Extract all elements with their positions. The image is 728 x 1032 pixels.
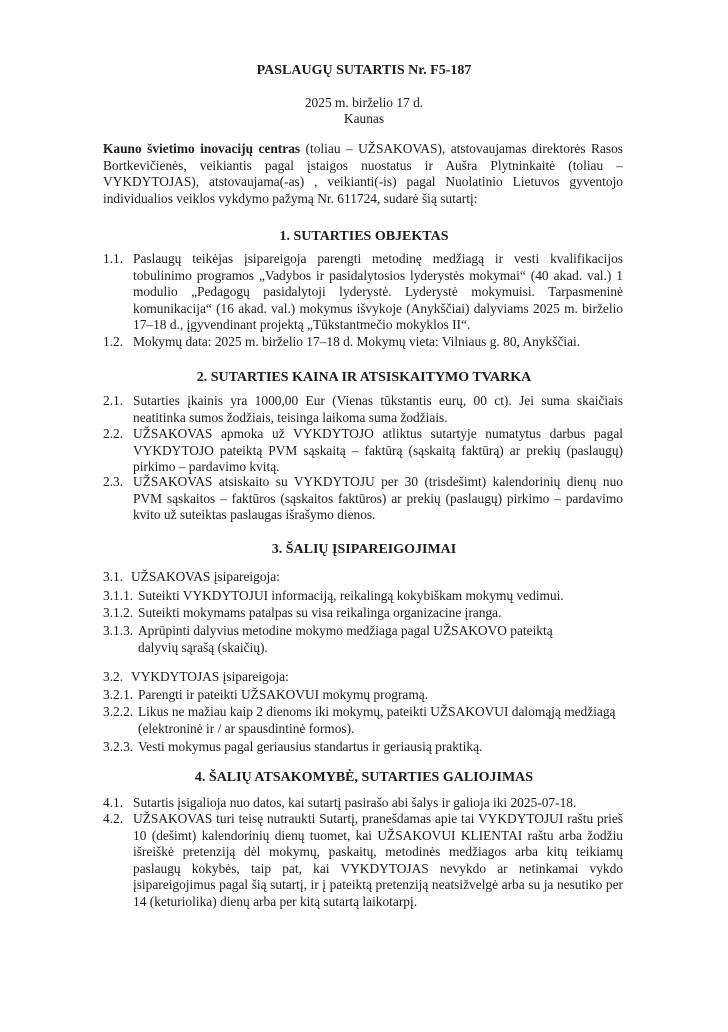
clause (103, 251, 623, 334)
clause-number: 3.1. (103, 569, 124, 584)
clause-number: 3.1.1. (103, 588, 134, 603)
clause-text: UŽSAKOVAS apmoka už VYKDYTOJO atliktus sutartyje numatytus darbus pagal VYKDYTOJO pateiktą PVM sąskaitą – faktūrą (sąskaitą faktūrą) ar prekių (paslaugų) pirkimo – pardavimo kvitą. (133, 426, 623, 475)
clause (103, 393, 623, 426)
document-city: Kaunas (343, 111, 385, 126)
section-heading: 4. ŠALIŲ ATSAKOMYBĖ, SUTARTIES GALIOJIMAS (194, 770, 534, 785)
document-title: PASLAUGŲ SUTARTIS Nr. F5-187 (256, 63, 472, 78)
clause (103, 623, 553, 656)
clause-number: 3.2.3. (103, 739, 134, 754)
clause-number: 4.2. (103, 811, 124, 826)
clause-number: 2.1. (103, 393, 124, 408)
clause (103, 334, 623, 351)
clause (103, 426, 623, 476)
clause-number: 3.2. (103, 669, 124, 684)
clause-text: Parengti ir pateikti UŽSAKOVUI mokymų programą. (138, 687, 429, 702)
clause-number: 4.1. (103, 795, 124, 810)
clause-text: VYKDYTOJAS įsipareigoja: (131, 669, 289, 684)
clause-text: Suteikti mokymams patalpas su visa reikalinga organizacine įranga. (138, 605, 502, 620)
clause (103, 588, 623, 605)
clause (103, 687, 623, 704)
contracting-party: Kauno švietimo inovacijų centras (103, 141, 301, 156)
clause-number: 2.2. (103, 426, 124, 441)
clause-text: UŽSAKOVAS įsipareigoja: (131, 569, 280, 584)
intro-text: (toliau – UŽSAKOVAS), atstovaujamas direktorės Rasos Bortkevičienės, veikiantis pagal įstaigos nuostatus ir Aušra Plytninkaitė (toliau – VYKDYTOJAS), atstovaujama(-as) , veikianti(-is) pagal Nuolatinio Lietuvos gyventojo individualios veiklos vykdymo pažymą Nr. 611724, sudarė šią sutartį: (103, 141, 623, 206)
clause-text: Sutarties įkainis yra 1000,00 Eur (Vienas tūkstantis eurų, 00 ct). Jei suma skaičiais neatitinka sumos žodžiais, teisinga laikoma suma žodžiais. (133, 393, 623, 425)
clause (103, 811, 623, 911)
clause-text: Vesti mokymus pagal geriausius standartus ir geriausią praktiką. (138, 739, 483, 754)
clause-text: Sutartis įsigalioja nuo datos, kai sutartį pasirašo abi šalys ir galioja iki 2025-07-18. (133, 795, 577, 810)
clause-text: Likus ne mažiau kaip 2 dienoms iki mokymų, pateikti UŽSAKOVUI dalomąją medžiagą (elektroninė ir / ar spausdintinė formos). (138, 704, 616, 736)
clause-number: 3.1.2. (103, 605, 134, 620)
clause (103, 795, 623, 812)
clause-text: UŽSAKOVAS turi teisę nutraukti Sutartį, pranešdamas apie tai VYKDYTOJUI raštu prieš 10 (dešimt) kalendorinių dienų tuomet, kai UŽSAKOVUI KLIENTAI raštu arba žodžiu išreiškė pretenziją dėl mokymų, paskaitų, metodinės medžiagos arba kitų teikiamų paslaugų kokybės, taip pat, kai VYKDYTOJAS nevykdo ar netinkamai vykdo įsipareigojimus pagal šią sutartį, ir į pateiktą pretenziją neatsižvelgė arba su ja nesutiko per 14 (keturiolika) dienų arba per kitą sutartą laikotarpį. (133, 811, 623, 909)
clause-number: 1.1. (103, 251, 124, 266)
clause-number: 3.2.2. (103, 704, 134, 719)
document-date: 2025 m. birželio 17 d. (304, 95, 424, 110)
clause (103, 739, 623, 756)
clause (103, 704, 623, 737)
clause (103, 474, 623, 524)
clause (103, 605, 623, 622)
clause-text: Suteikti VYKDYTOJUI informaciją, reikalingą kokybiškam mokymų vedimui. (138, 588, 564, 603)
clause-number: 1.2. (103, 334, 124, 349)
clause-text: Paslaugų teikėjas įsipareigoja parengti metodinę medžiagą ir vesti kvalifikacijos tobulinimo programos „Vadybos ir pasidalytosios lyderystės mokymai“ (40 akad. val.) 1 modulio „Pedagogų pasidalytoji lyderystė. Lyderystė mokymuisi. Tarpasmeninė komunikacija“ (16 akad. val.) mokymus išvykoje (Anykščiai) dalyviams 2025 m. birželio 17–18 d., įgyvendinant projektą „Tūkstantmečio mokyklos II“. (133, 251, 623, 333)
section-heading: 1. SUTARTIES OBJEKTAS (279, 229, 449, 244)
clause-text: Mokymų data: 2025 m. birželio 17–18 d. Mokymų vieta: Vilniaus g. 80, Anykščiai. (133, 334, 581, 349)
clause-text: UŽSAKOVAS atsiskaito su VYKDYTOJU per 30 (trisdešimt) kalendorinių dienų nuo PVM sąskaitos – faktūros (sąskaitos faktūros) ar prekių (paslaugų) pirkimo – pardavimo kvito už suteiktas paslaugas išrašymo dienos. (133, 474, 623, 523)
clause-number: 3.1.3. (103, 623, 134, 638)
clause-text: Aprūpinti dalyvius metodine mokymo medžiaga pagal UŽSAKOVO pateiktą dalyvių sąrašą (skaičių). (138, 623, 553, 655)
intro-paragraph (103, 141, 623, 207)
section-heading: 3. ŠALIŲ ĮSIPAREIGOJIMAI (271, 542, 457, 557)
clause-number: 2.3. (103, 474, 124, 489)
section-heading: 2. SUTARTIES KAINA IR ATSISKAITYMO TVARKA (196, 370, 532, 385)
clause-number: 3.2.1. (103, 687, 134, 702)
clause (103, 669, 623, 686)
clause (103, 569, 623, 586)
